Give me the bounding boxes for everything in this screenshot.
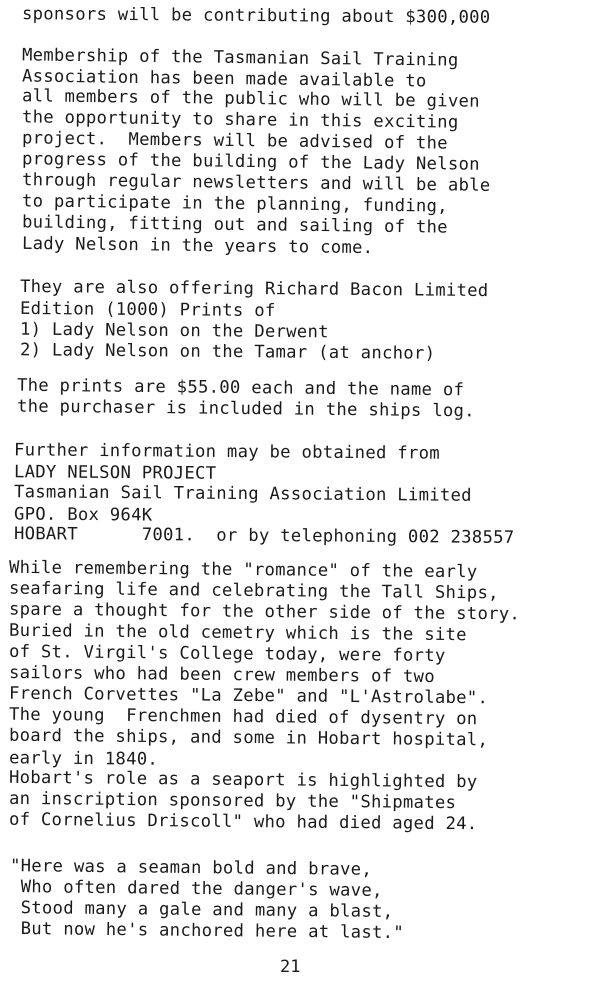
history-line: The young Frenchmen had died of dysentry on <box>8 704 478 730</box>
membership-line: project. Members will be advised of the <box>21 128 449 154</box>
contact-line: LADY NELSON PROJECT <box>13 462 217 484</box>
membership-line: Membership of the Tasmanian Sail Training <box>21 45 459 71</box>
poem-line: Who often dared the danger's wave, <box>9 877 383 901</box>
history-line: an inscription sponsored by the "Shipmates <box>8 788 457 814</box>
history-line: early in 1840. <box>8 748 159 770</box>
contact-line: Further information may be obtained from <box>13 440 440 464</box>
prints-offer-line: Edition (1000) Prints of <box>19 298 276 322</box>
history-line: Hobart's role as a seaport is highlighted by <box>8 767 478 793</box>
page-number: 21 <box>280 957 301 977</box>
membership-line: to participate in the planning, funding, <box>21 191 449 217</box>
membership-line: building, fitting out and sailing of the <box>21 212 449 238</box>
history-line: French Corvettes "La Zebe" and "L'Astrolabe". <box>8 683 489 709</box>
contact-line: HOBART 7001. or by telephoning 002 238557 <box>13 524 515 548</box>
membership-line: Lady Nelson in the years to come. <box>21 233 374 259</box>
membership-line: through regular newsletters and will be able <box>21 170 491 196</box>
opening-line: sponsors will be contributing about $300,000 <box>21 4 491 28</box>
prints-offer-line: They are also offering Richard Bacon Limited <box>19 276 489 302</box>
history-line: seafaring life and celebrating the Tall Ships, <box>8 578 499 604</box>
history-line: of Cornelius Driscoll" who had died aged 24. <box>8 809 478 835</box>
contact-line: GPO. Box 964K <box>13 504 153 526</box>
prints-offer-line: 1) Lady Nelson on the Derwent <box>19 319 329 343</box>
prints-price-line: The prints are $55.00 each and the name of <box>16 375 465 401</box>
membership-line: Association has been made available to <box>21 66 427 92</box>
poem-line: "Here was a seaman bold and brave, <box>9 856 373 880</box>
membership-line: the opportunity to share in this exciting <box>21 107 459 133</box>
poem-line: Stood many a gale and many a blast, <box>9 897 394 923</box>
history-line: sailors who had been crew members of two <box>8 662 436 688</box>
prints-offer-line: 2) Lady Nelson on the Tamar (at anchor) <box>19 340 436 364</box>
membership-line: progress of the building of the Lady Nelson <box>21 149 480 175</box>
history-line: board the ships, and some in Hobart hospital, <box>8 725 489 751</box>
contact-line: Tasmanian Sail Training Association Limited <box>13 482 472 506</box>
history-line: of St. Virgil's College today, were forty <box>8 641 446 667</box>
prints-price-line: the purchaser is included in the ships log. <box>16 396 475 422</box>
history-line: Buried in the old cemetry which is the site <box>8 620 467 646</box>
history-line: spare a thought for the other side of the story. <box>8 599 521 625</box>
poem-line: But now he's anchored here at last." <box>9 918 405 944</box>
membership-line: all members of the public who will be given <box>21 86 480 112</box>
history-line: While remembering the "romance" of the early <box>8 557 478 583</box>
